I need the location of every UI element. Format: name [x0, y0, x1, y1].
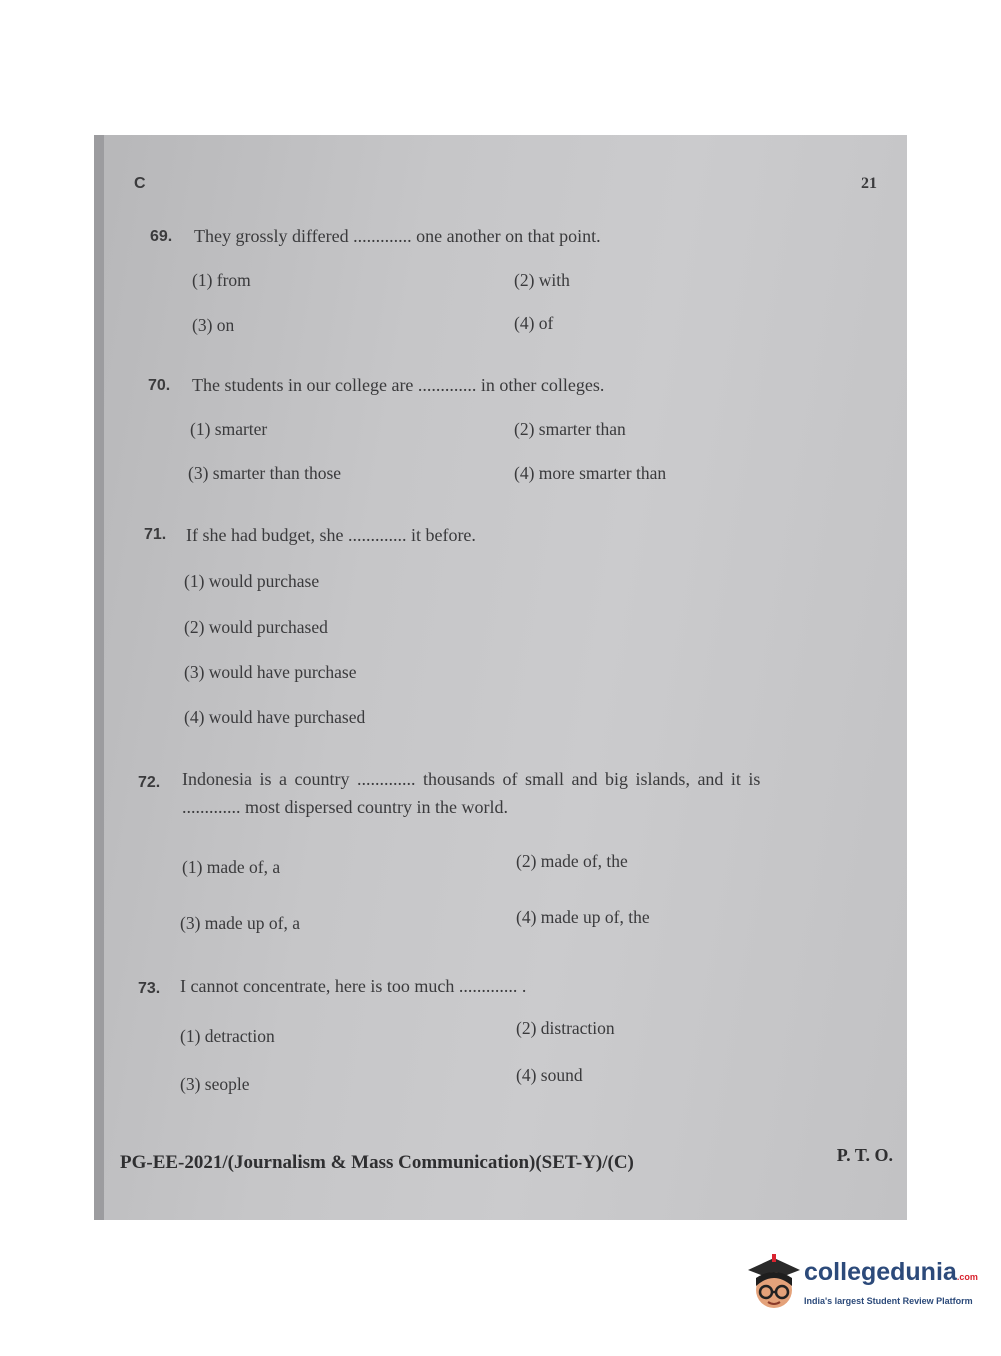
option-2: (2) smarter than [514, 419, 626, 439]
option-3: (3) made up of, a [180, 913, 301, 933]
option-2: (2) with [514, 270, 570, 290]
question-text-line-2: ............. most dispersed country in the world. [182, 797, 508, 817]
question-text: They grossly differed ............. one another on that point. [194, 226, 601, 246]
question-number: 70. [148, 377, 171, 394]
option-2: (2) would purchased [184, 617, 328, 637]
set-letter: C [134, 175, 146, 192]
option-3: (3) smarter than those [188, 463, 342, 483]
option-1: (1) from [192, 270, 251, 290]
exam-code: PG-EE-2021/(Journalism & Mass Communication)(SET-Y)/(C) [120, 1152, 634, 1173]
question-text-line-1: Indonesia is a country ............. thousands of small and big islands, and it is [182, 769, 761, 789]
option-1: (1) detraction [180, 1026, 275, 1046]
question-text: If she had budget, she ............. it before. [186, 525, 476, 545]
question-paper-page [94, 135, 907, 1220]
option-2: (2) made of, the [516, 851, 628, 871]
brand-tagline: India's largest Student Review Platform [804, 1296, 973, 1306]
option-3: (3) would have purchase [184, 662, 357, 682]
question-text: I cannot concentrate, here is too much ............. . [180, 976, 527, 996]
question-number: 69. [150, 228, 173, 245]
question-number: 71. [144, 526, 167, 543]
option-1: (1) would purchase [184, 571, 320, 591]
option-3: (3) seople [180, 1074, 250, 1094]
question-text: The students in our college are ............. in other colleges. [192, 375, 605, 395]
option-1: (1) made of, a [182, 857, 281, 877]
option-4: (4) of [514, 313, 554, 333]
pto-label: P. T. O. [836, 1145, 893, 1165]
option-1: (1) smarter [190, 419, 268, 439]
mascot-icon [744, 1252, 802, 1314]
option-4: (4) made up of, the [516, 907, 650, 927]
option-3: (3) on [192, 315, 235, 335]
brand-tld: .com [956, 1272, 978, 1282]
option-4: (4) sound [516, 1065, 583, 1085]
question-number: 73. [138, 980, 161, 997]
brand-name: collegedunia.com [804, 1258, 978, 1286]
option-2: (2) distraction [516, 1018, 615, 1038]
option-4: (4) more smarter than [514, 463, 667, 483]
question-number: 72. [138, 774, 161, 791]
option-4: (4) would have purchased [184, 707, 366, 727]
page-number: 21 [861, 175, 877, 192]
collegedunia-watermark [744, 1252, 978, 1322]
